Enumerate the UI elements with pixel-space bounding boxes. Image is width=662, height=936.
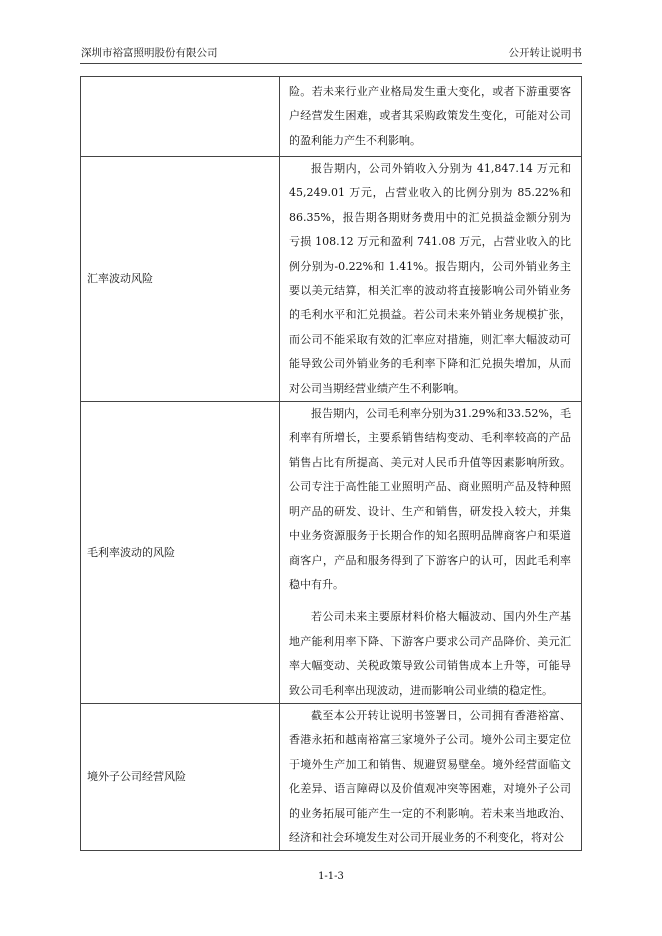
page-number: 1-1-3	[318, 871, 344, 882]
risk-factor-table	[80, 76, 582, 851]
risk-paragraph: 报告期内，公司外销收入分别为 41,847.14 万元和 45,249.01 万元，占营业收入的比例分别为 85.22%和 86.35%，报告期各期财务费用中的汇兑损益金额分别为亏损 108.12 万元和盈利 741.08 万元，占营业收入的比例分别为-0.22%和 1.41%。报告期内，公司外销业务主要以美元结算，相关汇率的波动将直接影响公司外销业务的毛利水平和汇兑损益。若公司未来外销业务规模扩张，而公司不能采取有效的汇率应对措施，则汇率大幅波动可能导致公司外销业务的毛利率下降和汇兑损失增加，从而对公司当期经营业绩产生不利影响。	[289, 162, 571, 395]
table-row	[81, 77, 582, 157]
risk-paragraph: 截至本公开转让说明书签署日，公司拥有香港裕富、香港永拓和越南裕富三家境外子公司。境外公司主要定位于境外生产加工和销售、规避贸易壁垒。境外经营面临文化差异、语言障碍以及价值观冲突等困难，对境外子公司的业务拓展可能产生一定的不利影响。若未来当地政治、经济和社会环境发生对公司开展业务的不利变化，将对公	[289, 708, 571, 844]
risk-description	[280, 77, 582, 157]
risk-description	[280, 703, 582, 850]
table-row	[81, 402, 582, 704]
header-divider	[80, 63, 582, 64]
risk-description	[280, 157, 582, 402]
document-title: 公开转让说明书	[508, 47, 582, 59]
risk-paragraph: 若公司未来主要原材料价格大幅波动、国内外生产基地产能利用率下降、下游客户要求公司产品降价、美元汇率大幅变动、关税政策导致公司销售成本上升等，可能导致公司毛利率出现波动，进而影响公司业绩的稳定性。	[289, 610, 571, 697]
company-name: 深圳市裕富照明股份有限公司	[81, 47, 218, 59]
page-header	[80, 44, 582, 62]
table-row	[81, 157, 582, 402]
table-row	[81, 703, 582, 850]
risk-description	[280, 402, 582, 704]
risk-paragraph: 险。若未来行业产业格局发生重大变化，或者下游重要客户经营发生困难，或者其采购政策发生变化，可能对公司的盈利能力产生不利影响。	[289, 84, 571, 147]
risk-label	[81, 77, 280, 157]
risk-label: 境外子公司经营风险	[81, 703, 280, 850]
risk-paragraph: 报告期内，公司毛利率分别为31.29%和33.52%，毛利率有所增长，主要系销售结构变动、毛利率较高的产品销售占比有所提高、美元对人民币升值等因素影响所致。公司专注于高性能工业照明产品、商业照明产品及特种照明产品的研发、设计、生产和销售，研发投入较大，并集中业务资源服务于长期合作的知名照明品牌商客户和渠道商客户，产品和服务得到了下游客户的认可，因此毛利率稳中有升。	[289, 407, 571, 591]
risk-label: 毛利率波动的风险	[81, 402, 280, 704]
risk-label: 汇率波动风险	[81, 157, 280, 402]
